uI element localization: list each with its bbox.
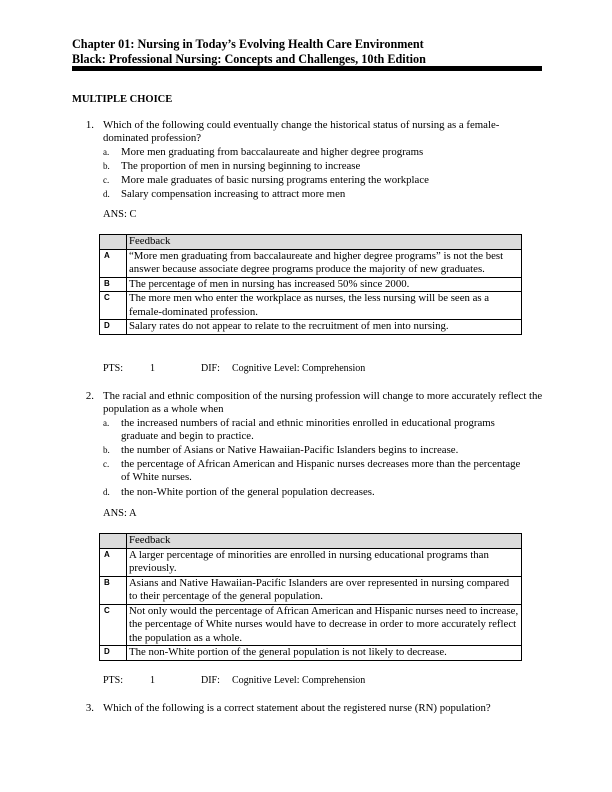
feedback-row-d bbox=[100, 320, 522, 335]
feedback-letter: C bbox=[100, 604, 127, 646]
pts-label: PTS: bbox=[103, 675, 124, 686]
feedback-letter: D bbox=[100, 320, 127, 335]
option-letter: c. bbox=[103, 459, 110, 469]
option-text: More male graduates of basic nursing programs entering the workplace bbox=[121, 174, 429, 186]
question-number: 3. bbox=[85, 702, 94, 714]
option-letter: c. bbox=[103, 175, 110, 185]
dif-value: Cognitive Level: Comprehension bbox=[232, 675, 366, 686]
feedback-row-b bbox=[100, 277, 522, 292]
feedback-text: Asians and Native Hawaiian-Pacific Islanders are over represented in nursing compared to their percentage of the general population. bbox=[127, 576, 522, 604]
option-text: the percentage of African American and Hispanic nurses decreases more than the percentage of White nurses. bbox=[121, 458, 521, 484]
feedback-text: The non-White portion of the general population is not likely to decrease. bbox=[127, 646, 522, 661]
option-text: The proportion of men in nursing beginning to increase bbox=[121, 160, 361, 172]
feedback-letter: A bbox=[100, 548, 127, 576]
feedback-letter: D bbox=[100, 646, 127, 661]
feedback-letter: A bbox=[100, 249, 127, 277]
feedback-row-b bbox=[100, 576, 522, 604]
question-text: The racial and ethnic composition of the nursing profession will change to more accurately reflect the population as a whole when bbox=[103, 390, 543, 416]
option-text: Salary compensation increasing to attract more men bbox=[121, 188, 346, 200]
pts-label: PTS: bbox=[103, 363, 124, 374]
feedback-text: Not only would the percentage of African American and Hispanic nurses need to increase, the percentage of White nurses would have to decrease in order to more accurately reflect the population as a whole. bbox=[127, 604, 522, 646]
feedback-text: “More men graduating from baccalaureate and higher degree programs” is not the best answer because associate degree programs produce the majority of new graduates. bbox=[127, 249, 522, 277]
question-text: Which of the following is a correct statement about the registered nurse (RN) population? bbox=[103, 702, 491, 714]
feedback-text: A larger percentage of minorities are enrolled in nursing educational programs than previously. bbox=[127, 548, 522, 576]
feedback-row-a bbox=[100, 548, 522, 576]
book-title: Black: Professional Nursing: Concepts and Challenges, 10th Edition bbox=[72, 51, 426, 66]
feedback-header: Feedback bbox=[127, 235, 522, 250]
section-title: MULTIPLE CHOICE bbox=[72, 94, 173, 105]
option-letter: b. bbox=[103, 161, 110, 171]
option-letter: a. bbox=[103, 418, 110, 428]
pts-value: 1 bbox=[150, 363, 155, 374]
dif-value: Cognitive Level: Comprehension bbox=[232, 363, 366, 374]
option-letter: d. bbox=[103, 189, 110, 199]
option-text: the increased numbers of racial and ethnic minorities enrolled in educational programs graduate and begin to practice. bbox=[121, 417, 495, 443]
feedback-letter: B bbox=[100, 277, 127, 292]
feedback-header-row bbox=[100, 534, 522, 549]
header-rule bbox=[72, 66, 542, 71]
feedback-table bbox=[99, 234, 522, 335]
feedback-row-c bbox=[100, 292, 522, 320]
feedback-letter: C bbox=[100, 292, 127, 320]
question-number: 2. bbox=[85, 390, 94, 402]
feedback-row-a bbox=[100, 249, 522, 277]
option-text: the number of Asians or Native Hawaiian-Pacific Islanders begins to increase. bbox=[121, 444, 459, 456]
option-letter: b. bbox=[103, 445, 110, 455]
feedback-row-c bbox=[100, 604, 522, 646]
answer-key: ANS: C bbox=[103, 209, 137, 220]
question-number: 1. bbox=[85, 119, 94, 131]
feedback-header-row bbox=[100, 235, 522, 250]
feedback-table bbox=[99, 533, 522, 661]
chapter-title: Chapter 01: Nursing in Today’s Evolving Health Care Environment bbox=[72, 37, 424, 51]
feedback-row-d bbox=[100, 646, 522, 661]
option-letter: a. bbox=[103, 147, 110, 157]
dif-label: DIF: bbox=[201, 675, 220, 686]
question-text: Which of the following could eventually change the historical status of nursing as a female-dominated profession? bbox=[103, 119, 500, 145]
feedback-letter: B bbox=[100, 576, 127, 604]
dif-label: DIF: bbox=[201, 363, 220, 374]
feedback-header: Feedback bbox=[127, 534, 522, 549]
document-header bbox=[72, 37, 542, 66]
option-letter: d. bbox=[103, 487, 110, 497]
feedback-text: The percentage of men in nursing has increased 50% since 2000. bbox=[127, 277, 522, 292]
option-text: More men graduating from baccalaureate and higher degree programs bbox=[121, 146, 424, 158]
feedback-text: The more men who enter the workplace as nurses, the less nursing will be seen as a female-dominated profession. bbox=[127, 292, 522, 320]
option-text: the non-White portion of the general population decreases. bbox=[121, 486, 375, 498]
answer-key: ANS: A bbox=[103, 508, 137, 519]
pts-value: 1 bbox=[150, 675, 155, 686]
feedback-text: Salary rates do not appear to relate to the recruitment of men into nursing. bbox=[127, 320, 522, 335]
